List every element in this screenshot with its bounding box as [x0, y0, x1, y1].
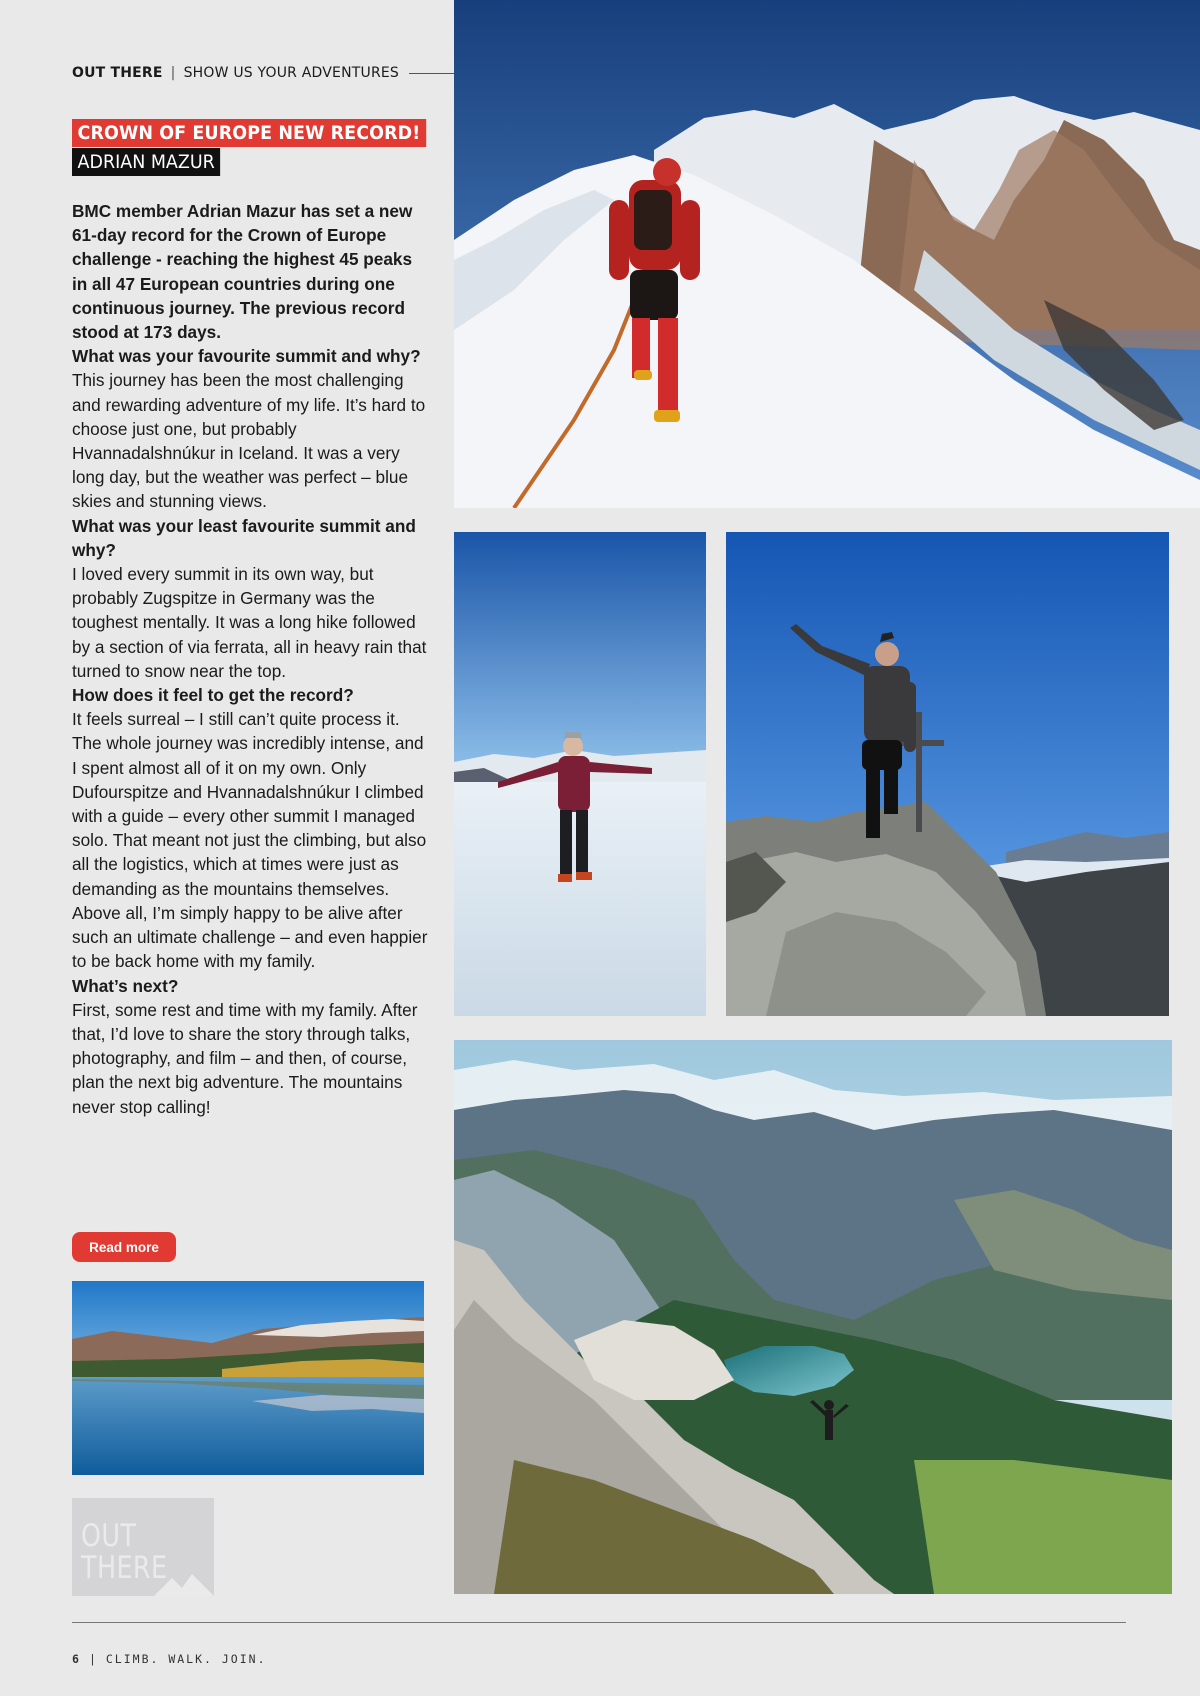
qa-block [72, 683, 432, 973]
page-number: 6 [72, 1652, 81, 1666]
footer-separator: | [88, 1652, 98, 1666]
qa-answer: I loved every summit in its own way, but probably Zugspitze in Germany was the toughest mentally. It was a long hike followed by a section of via ferrata, all in heavy rain that turned to snow near the top. [72, 564, 427, 681]
mountain-icon [154, 1566, 214, 1596]
qa-question: What was your least favourite summit and why? [72, 515, 416, 560]
qa-answer: This journey has been the most challenging and rewarding adventure of my life. It’s hard to choose just one, but probably Hvannadalshnúkur in Iceland. It was a very long day, but the weather was perfect – blue skies and stunning views. [72, 370, 426, 512]
out-there-logo [72, 1498, 214, 1596]
article-title: CROWN OF EUROPE NEW RECORD! [72, 119, 426, 147]
qa-answer: It feels surreal – I still can’t quite process it. The whole journey was incredibly intense, and I spent almost all of it on my own. Only Dufourspitze and Hvannadalshnúkur I climbed with a guide – every other summit I managed solo. That meant not just the climbing, but also all the logistics, which at times were just as demanding as the mountains themselves. Above all, I’m simply happy to be alive after such an ultimate challenge – and even happier to be back home with my family. [72, 709, 428, 972]
climber-ridge-photo [454, 0, 1200, 508]
section-tagline: SHOW US YOUR ADVENTURES [183, 65, 400, 81]
qa-question: How does it feel to get the record? [72, 685, 354, 706]
read-more-button[interactable]: Read more [72, 1232, 176, 1262]
qa-question: What was your favourite summit and why? [72, 346, 421, 367]
section-name: OUT THERE [72, 65, 163, 81]
article-lede: BMC member Adrian Mazur has set a new 61-day record for the Crown of Europe challenge - reaching the highest 45 peaks in all 47 European countries during one continuous journey. The previous record stood at 173 days. [72, 201, 413, 343]
footer-tagline: CLIMB. WALK. JOIN. [105, 1652, 267, 1666]
footer-rule [72, 1622, 1126, 1623]
header-rule [409, 73, 454, 74]
qa-answer: First, some rest and time with my family. After that, I’d love to share the story through talks, photography, and film – and then, of course, plan the next big adventure. The mountains never stop calling! [72, 999, 418, 1117]
section-separator: | [170, 65, 176, 81]
logo-text: OUT THERE [81, 1518, 168, 1586]
qa-block [72, 514, 432, 683]
article-subtitle: ADRIAN MAZUR [72, 148, 220, 176]
page-footer [72, 1651, 267, 1667]
valley-lake-photo [454, 1040, 1172, 1594]
qa-block [72, 974, 432, 1119]
section-header [72, 62, 454, 84]
qa-block [72, 344, 432, 513]
article-body [72, 199, 432, 1119]
glacier-summit-photo [454, 532, 706, 1016]
qa-question: What’s next? [72, 975, 179, 996]
lake-photo [72, 1281, 424, 1475]
summit-cross-photo [726, 532, 1169, 1016]
